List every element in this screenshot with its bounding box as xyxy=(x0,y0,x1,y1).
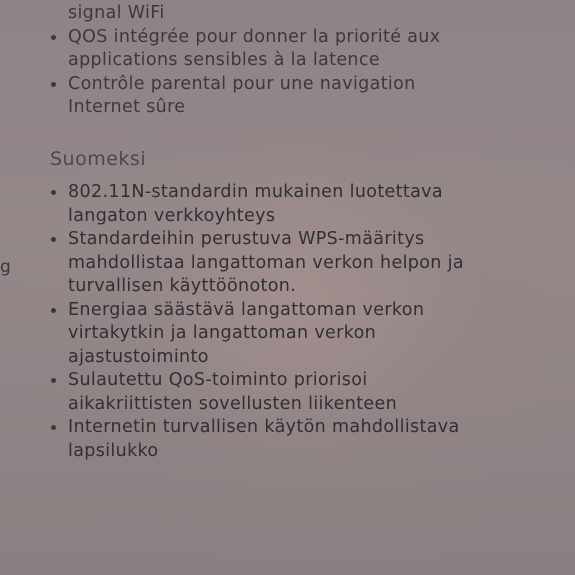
list-item xyxy=(0,73,575,120)
bullet-icon xyxy=(51,190,56,195)
list-item-line: ajastustoiminto xyxy=(68,346,209,367)
list-item-line: langaton verkkoyhteys xyxy=(68,205,276,226)
list-item xyxy=(0,369,575,416)
bullet-icon xyxy=(51,82,56,87)
list-item xyxy=(0,181,575,228)
bullet-icon xyxy=(51,308,56,313)
finnish-feature-list xyxy=(0,181,575,463)
list-item-line: signal WiFi xyxy=(68,3,165,23)
list-item-line: turvallisen käyttöönoton. xyxy=(68,276,297,296)
bullet-icon xyxy=(51,425,56,430)
list-item-line: applications sensibles à la latence xyxy=(68,50,380,70)
list-item xyxy=(0,228,575,299)
list-item-line: virtakytkin ja langattoman verkon xyxy=(68,323,377,343)
bullet-icon xyxy=(51,237,56,242)
section-heading: Suomeksi xyxy=(50,148,147,170)
bullet-icon xyxy=(51,35,56,40)
margin-letter: g xyxy=(0,257,11,277)
list-item-line: 802.11N-standardin mukainen luotettava xyxy=(68,182,443,202)
list-item-line: lapsilukko xyxy=(68,440,159,461)
list-item-line: mahdollistaa langattoman verkon helpon ja xyxy=(68,252,464,273)
list-item-line: aikakriittisten sovellusten liikenteen xyxy=(68,393,398,414)
list-item-line: Standardeihin perustuva WPS-määritys xyxy=(68,229,425,249)
list-item-line: Contrôle parental pour une navigation xyxy=(68,73,416,94)
list-item xyxy=(0,26,575,73)
list-item-line: Energiaa säästävä langattoman verkon xyxy=(68,299,425,320)
list-item-line: QOS intégrée pour donner la priorité aux xyxy=(68,26,441,47)
list-item-line: Internetin turvallisen käytön mahdollistava xyxy=(68,417,460,437)
bullet-icon xyxy=(51,378,56,383)
list-item-line: Internet sûre xyxy=(68,97,186,117)
list-item-line: Sulautettu QoS-toiminto priorisoi xyxy=(68,370,368,390)
list-item xyxy=(0,299,575,370)
list-item xyxy=(0,2,575,26)
french-feature-list xyxy=(0,2,575,120)
list-item xyxy=(0,416,575,463)
